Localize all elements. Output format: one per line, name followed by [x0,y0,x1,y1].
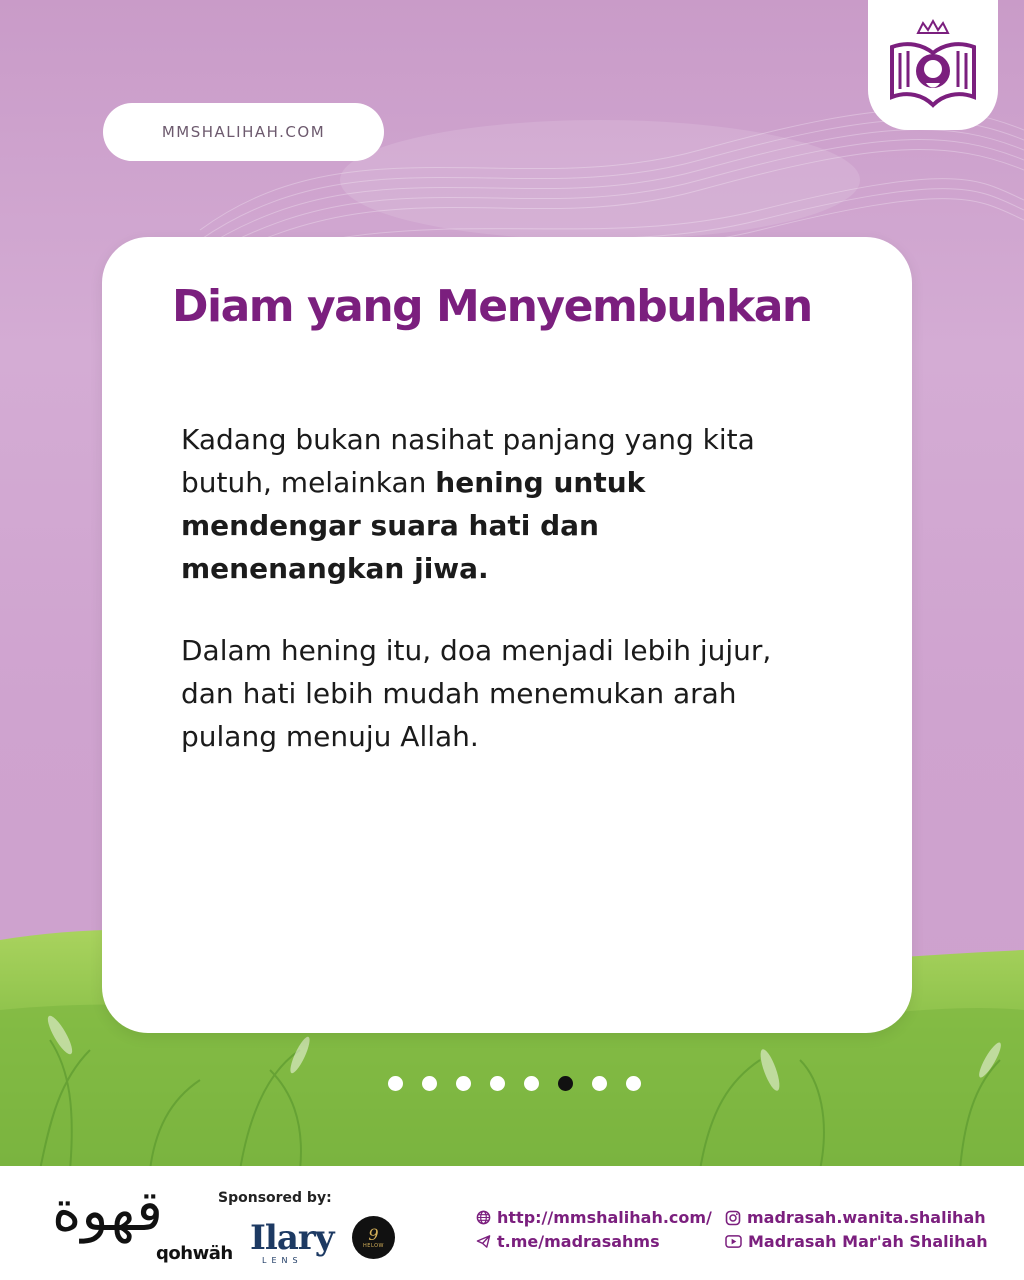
paragraph-2: Dalam hening itu, doa menjadi lebih jujur, dan hati lebih mudah menemukan arah pulang menuju Allah. [181,634,772,753]
paragraph-1-text: Kadang bukan nasihat panjang yang kita butuh, melainkan [181,423,755,499]
website-url: http://mmshalihah.com/ [497,1208,712,1227]
book-crown-logo-icon [878,15,988,115]
instagram-icon [725,1210,741,1226]
pagination-dot[interactable] [524,1076,539,1091]
ilary-lens-logo: Ilary [250,1218,334,1258]
sponsored-by-label: Sponsored by: [218,1190,332,1206]
paragraph-1-bold-text: hening untuk mendengar suara hati dan menenangkan jiwa. [181,466,646,585]
ilary-lens-subtext: LENS [262,1256,303,1265]
qohwah-logo-text: qohwäh [156,1243,233,1264]
pagination-dot[interactable] [592,1076,607,1091]
globe-icon [476,1210,491,1225]
pagination-dot[interactable] [490,1076,505,1091]
qohwah-arabic-logo: قهوة [52,1179,163,1244]
content-card [102,237,912,1033]
brand-logo [868,0,998,130]
card-title: Diam yang Menyembuhkan [172,281,812,332]
helow-logo [352,1216,395,1259]
youtube-icon [725,1234,742,1249]
paragraph-1 [181,418,781,590]
telegram-icon [476,1234,491,1249]
pagination-dot[interactable] [456,1076,471,1091]
helow-text: HELOW [363,1242,384,1249]
telegram-link[interactable] [476,1232,660,1251]
pagination-dot[interactable] [422,1076,437,1091]
youtube-link[interactable] [725,1232,988,1251]
instagram-handle: madrasah.wanita.shalihah [747,1208,986,1227]
site-url-badge: MMSHALIHAH.COM [103,103,384,161]
pagination-dot[interactable] [388,1076,403,1091]
instagram-link[interactable] [725,1208,986,1227]
website-link[interactable] [476,1208,712,1227]
carousel-pagination [388,1076,641,1091]
pagination-dot[interactable] [626,1076,641,1091]
pagination-dot-active[interactable] [558,1076,573,1091]
youtube-channel: Madrasah Mar'ah Shalihah [748,1232,988,1251]
helow-mark: 9 [368,1224,379,1244]
telegram-url: t.me/madrasahms [497,1232,660,1251]
